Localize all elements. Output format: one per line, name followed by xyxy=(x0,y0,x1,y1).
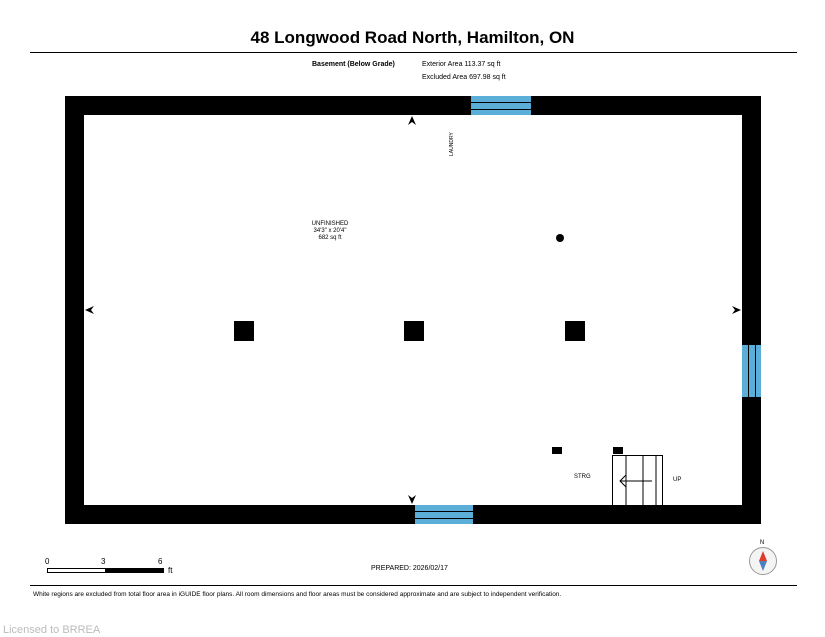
header-divider xyxy=(30,52,797,53)
wall-bottom xyxy=(65,505,761,524)
compass-label: N xyxy=(759,540,765,546)
floor-label: Basement (Below Grade) xyxy=(312,61,395,68)
disclaimer-text: White regions are excluded from total floor area in iGUIDE floor plans. All room dimensions and floor areas must be considered approximate and are subject to independent verification. xyxy=(33,591,562,598)
storage-label: STRG xyxy=(574,474,591,480)
wall-right xyxy=(742,96,761,524)
window-top xyxy=(471,96,531,115)
wall-left xyxy=(65,96,84,524)
stairs-up-label: UP xyxy=(673,477,682,483)
room-name: UNFINISHED xyxy=(311,221,349,227)
small-fixture xyxy=(552,447,562,454)
laundry-label: LAUNDRY xyxy=(449,132,455,156)
wall-top xyxy=(65,96,761,115)
footer-divider xyxy=(30,585,797,586)
support-post xyxy=(404,321,424,341)
dimension-arrow-top-icon xyxy=(408,116,416,125)
room-area: 682 sq ft xyxy=(318,235,342,241)
window-right xyxy=(742,345,761,397)
room-dimensions: 34'3" x 20'4" xyxy=(313,228,347,234)
small-fixture xyxy=(613,447,623,454)
dimension-arrow-left-icon xyxy=(85,306,94,314)
support-post xyxy=(234,321,254,341)
scale-unit: ft xyxy=(168,566,173,575)
scale-tick-label: 6 xyxy=(158,557,163,566)
compass-icon xyxy=(749,547,777,575)
dimension-arrow-right-icon xyxy=(732,306,741,314)
scale-bar xyxy=(47,568,164,573)
plan-title: 48 Longwood Road North, Hamilton, ON xyxy=(250,28,575,47)
scale-tick-label: 3 xyxy=(101,557,106,566)
excluded-area: Excluded Area 697.98 sq ft xyxy=(422,74,506,81)
window-bottom xyxy=(415,505,473,524)
stairs-icon xyxy=(612,455,664,506)
license-watermark: Licensed to BRREA xyxy=(3,624,101,636)
floor-drain-icon xyxy=(556,234,564,242)
scale-tick-label: 0 xyxy=(45,557,50,566)
prepared-date: PREPARED: 2026/02/17 xyxy=(371,565,448,572)
support-post xyxy=(565,321,585,341)
exterior-area: Exterior Area 113.37 sq ft xyxy=(422,61,501,68)
dimension-arrow-bottom-icon xyxy=(408,495,416,504)
